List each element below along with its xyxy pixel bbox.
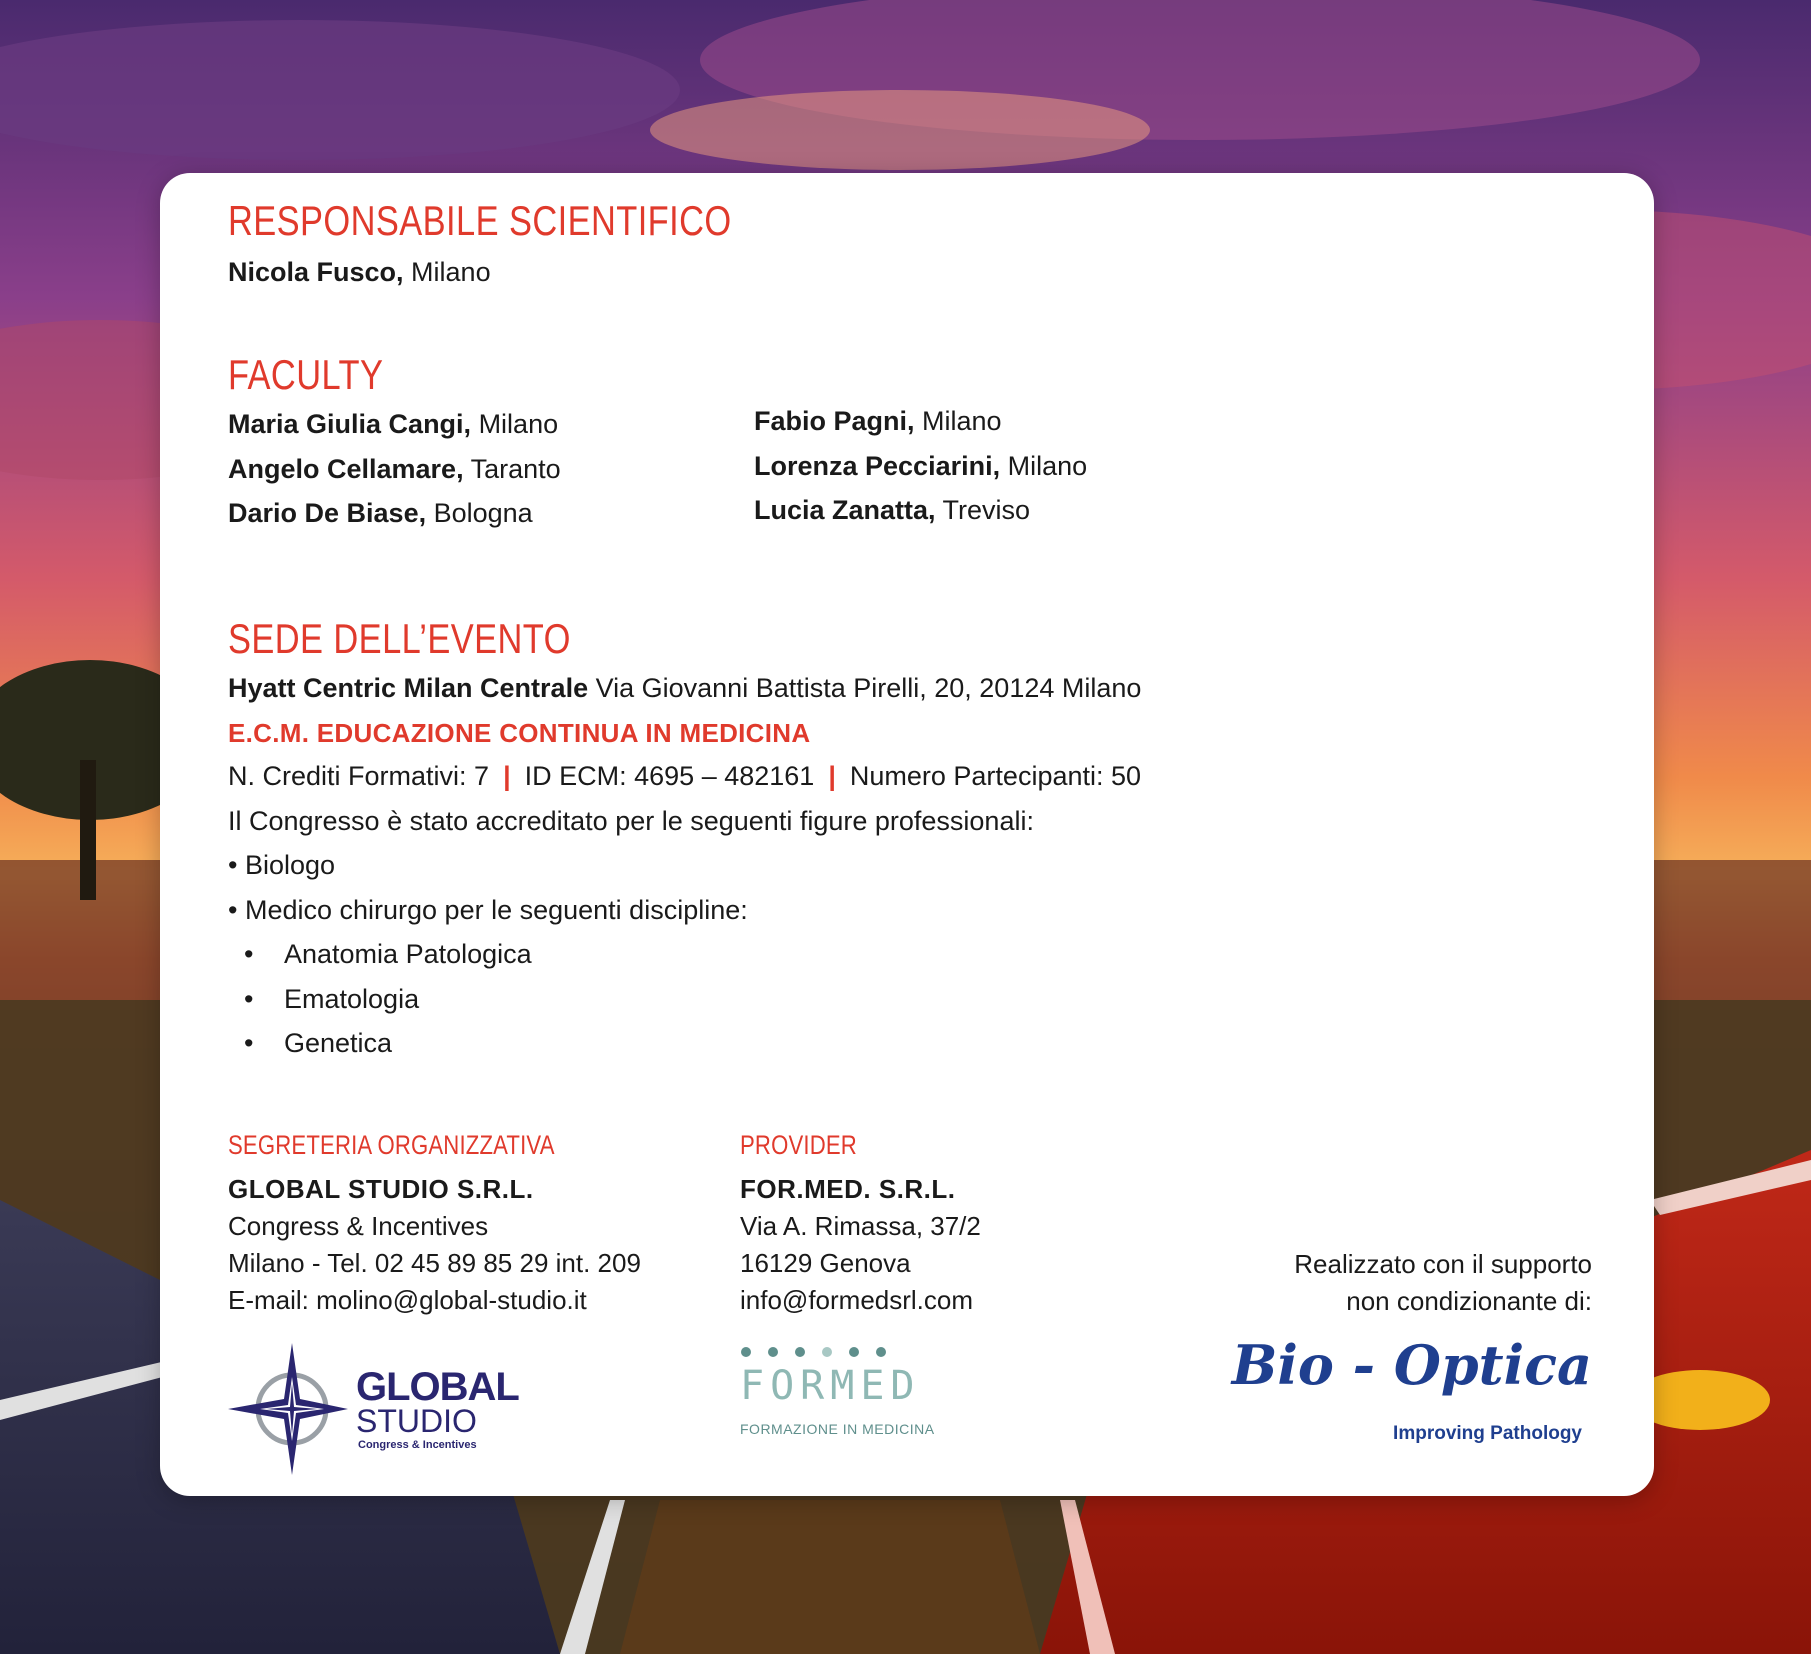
venue-address (228, 673, 1141, 704)
person-city: Milano (1000, 451, 1088, 481)
support-line: non condizionante di: (1346, 1286, 1592, 1316)
scientific-heading: RESPONSABILE SCIENTIFICO (228, 197, 732, 244)
logo-word-global: GLOBAL (356, 1365, 519, 1409)
info-card (160, 173, 1654, 1496)
bullet: • (244, 984, 254, 1014)
ecm-id: ID ECM: 4695 – 482161 (524, 761, 815, 791)
bullet: • (244, 939, 254, 969)
profession: Biologo (244, 850, 336, 880)
secretariat-heading: SEGRETERIA ORGANIZZATIVA (228, 1130, 555, 1160)
discipline: Ematologia (284, 984, 420, 1014)
ecm-details (228, 761, 1141, 792)
person-name: Lorenza Pecciarini, (754, 451, 1001, 481)
bullet: • (228, 895, 238, 925)
person-name: Nicola Fusco, (228, 257, 404, 287)
email-line: E-mail: molino@global-studio.it (228, 1285, 587, 1315)
accreditation-text: Il Congresso è stato accreditato per le seguenti figure professionali: (228, 806, 1034, 836)
ecm-heading: E.C.M. EDUCAZIONE CONTINUA IN MEDICINA (228, 718, 811, 748)
email-line: info@formedsrl.com (740, 1285, 974, 1315)
provider-heading: PROVIDER (740, 1130, 857, 1160)
person-name: Angelo Cellamare, (228, 454, 464, 484)
person-city: Milano (403, 257, 491, 287)
venue-heading: SEDE DELL’EVENTO (228, 615, 571, 662)
person-name: Lucia Zanatta, (754, 495, 936, 525)
city-line: 16129 Genova (740, 1248, 911, 1278)
person-city: Milano (914, 406, 1002, 436)
list-item (244, 1028, 253, 1059)
logo-word-formed: FORMED (740, 1363, 921, 1409)
person-name: Fabio Pagni, (754, 406, 915, 436)
person-city: Taranto (463, 454, 561, 484)
list-item (228, 895, 748, 926)
venue-street: Via Giovanni Battista Pirelli, 20, 20124 Milano (588, 673, 1142, 703)
venue-name: Hyatt Centric Milan Centrale (228, 673, 589, 703)
address-line: Via A. Rimassa, 37/2 (740, 1211, 981, 1241)
support-line: Realizzato con il supporto (1294, 1249, 1592, 1279)
logo-tagline: FORMAZIONE IN MEDICINA (740, 1421, 935, 1437)
person-city: Bologna (426, 498, 533, 528)
ecm-credits: N. Crediti Formativi: 7 (228, 761, 490, 791)
formed-logo (740, 1345, 935, 1455)
person-name: Maria Giulia Cangi, (228, 409, 472, 439)
profession: Medico chirurgo per le seguenti discipline: (244, 895, 748, 925)
faculty-member (754, 406, 1002, 437)
person-city: Milano (471, 409, 559, 439)
list-item (244, 939, 253, 970)
secretariat-info (228, 1171, 641, 1319)
separator: | (503, 761, 511, 791)
logo-tagline: Improving Pathology (1393, 1423, 1582, 1444)
provider-info (740, 1171, 981, 1319)
company-name: FOR.MED. S.R.L. (740, 1174, 956, 1204)
global-studio-logo (228, 1343, 538, 1473)
faculty-heading: FACULTY (228, 351, 384, 398)
faculty-member (754, 451, 1087, 482)
logo-word-studio: STUDIO (356, 1403, 477, 1439)
separator: | (828, 761, 836, 791)
compass-star-icon (228, 1343, 348, 1475)
list-item (244, 984, 253, 1015)
discipline: Genetica (284, 1028, 393, 1058)
ecm-participants: Numero Partecipanti: 50 (849, 761, 1142, 791)
person-city: Treviso (935, 495, 1031, 525)
logo-tagline: Congress & Incentives (358, 1439, 477, 1451)
bullet: • (228, 850, 238, 880)
bio-optica-logo (1231, 1333, 1592, 1453)
faculty-member (228, 409, 558, 440)
list-item (228, 850, 335, 881)
faculty-member (228, 454, 561, 485)
logo-word-bio-optica: Bio - Optica (1231, 1333, 1592, 1397)
scientific-person (228, 257, 491, 288)
support-text (1294, 1246, 1592, 1320)
faculty-member (754, 495, 1030, 526)
person-name: Dario De Biase, (228, 498, 427, 528)
faculty-member (228, 498, 533, 529)
company-name: GLOBAL STUDIO S.R.L. (228, 1174, 534, 1204)
bullet: • (244, 1028, 254, 1058)
info-line: Congress & Incentives (228, 1211, 489, 1241)
dots-icon (740, 1345, 910, 1359)
discipline: Anatomia Patologica (284, 939, 532, 969)
phone-line: Milano - Tel. 02 45 89 85 29 int. 209 (228, 1248, 641, 1278)
